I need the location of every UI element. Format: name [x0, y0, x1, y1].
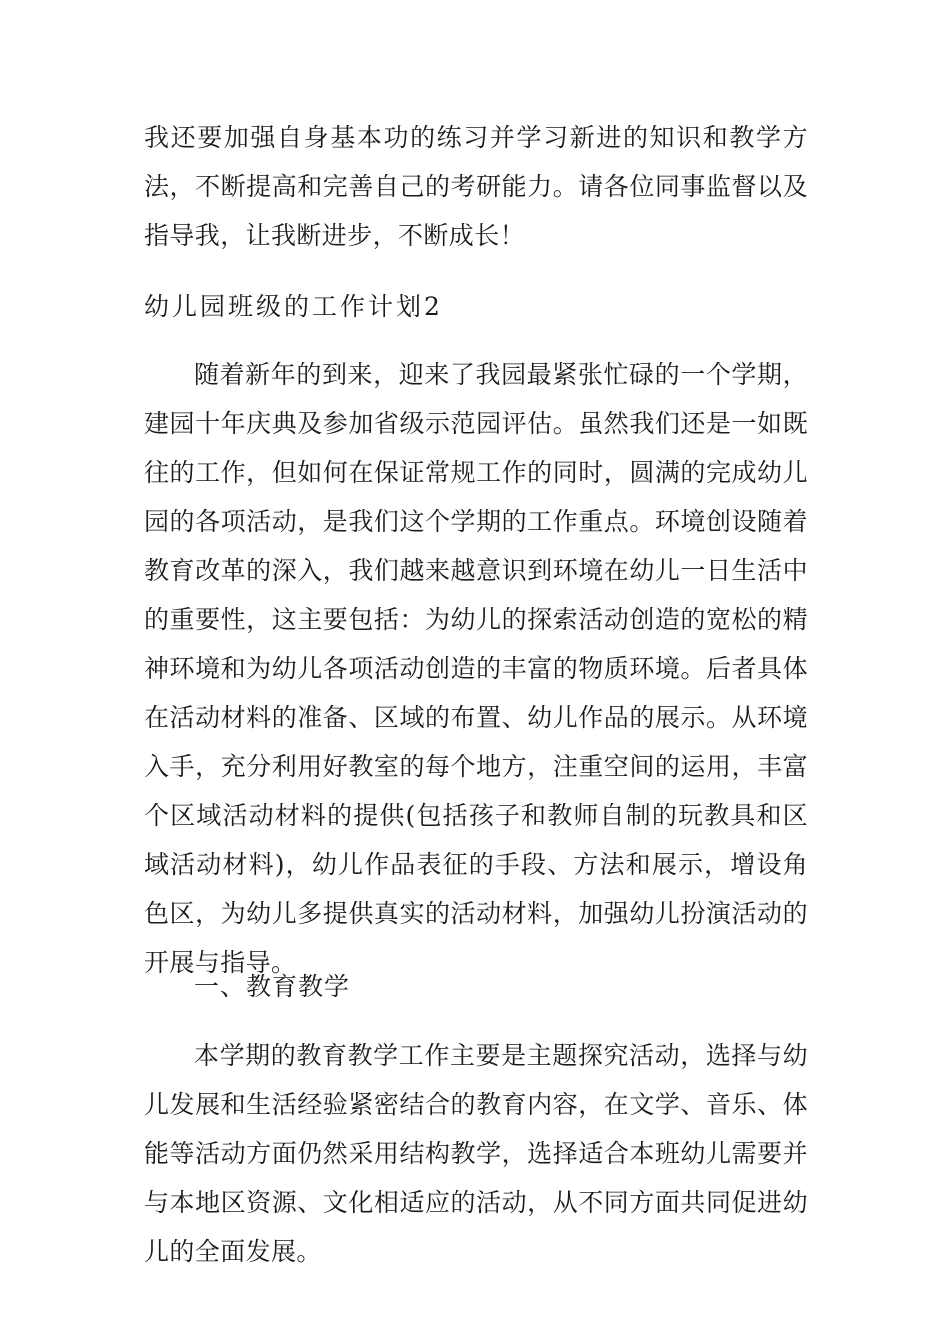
environment-paragraph: 随着新年的到来，迎来了我园最紧张忙碌的一个学期，建园十年庆典及参加省级示范园评估。虽然我们还是一如既往的工作，但如何在保证常规工作的同时，圆满的完成幼儿园的各项活动，是我们这个学期的工作重点。环境创设随着教育改革的深入，我们越来越意识到环境在幼儿一日生活中的重要性，这主要包括：为幼儿的探索活动创造的宽松的精神环境和为幼儿各项活动创造的丰富的物质环境。后者具体在活动材料的准备、区域的布置、幼儿作品的展示。从环境入手，充分利用好教室的每个地方，注重空间的运用，丰富个区域活动材料的提供(包括孩子和教师自制的玩教具和区域活动材料)，幼儿作品表征的手段、方法和展示，增设角色区，为幼儿多提供真实的活动材料，加强幼儿扮演活动的开展与指导。 [144, 360, 808, 977]
teaching-paragraph: 本学期的教育教学工作主要是主题探究活动，选择与幼儿发展和生活经验紧密结合的教育内容，在文学、音乐、体能等活动方面仍然采用结构教学，选择适合本班幼儿需要并与本地区资源、文化相适应的活动，从不同方面共同促进幼儿的全面发展。 [144, 1041, 808, 1266]
section-heading: 幼儿园班级的工作计划2 [144, 292, 443, 321]
intro-paragraph: 我还要加强自身基本功的练习并学习新进的知识和教学方法，不断提高和完善自己的考研能力。请各位同事监督以及指导我，让我断进步，不断成长！ [144, 123, 808, 250]
subsection-title-teaching: 一、教育教学 [194, 972, 351, 1001]
